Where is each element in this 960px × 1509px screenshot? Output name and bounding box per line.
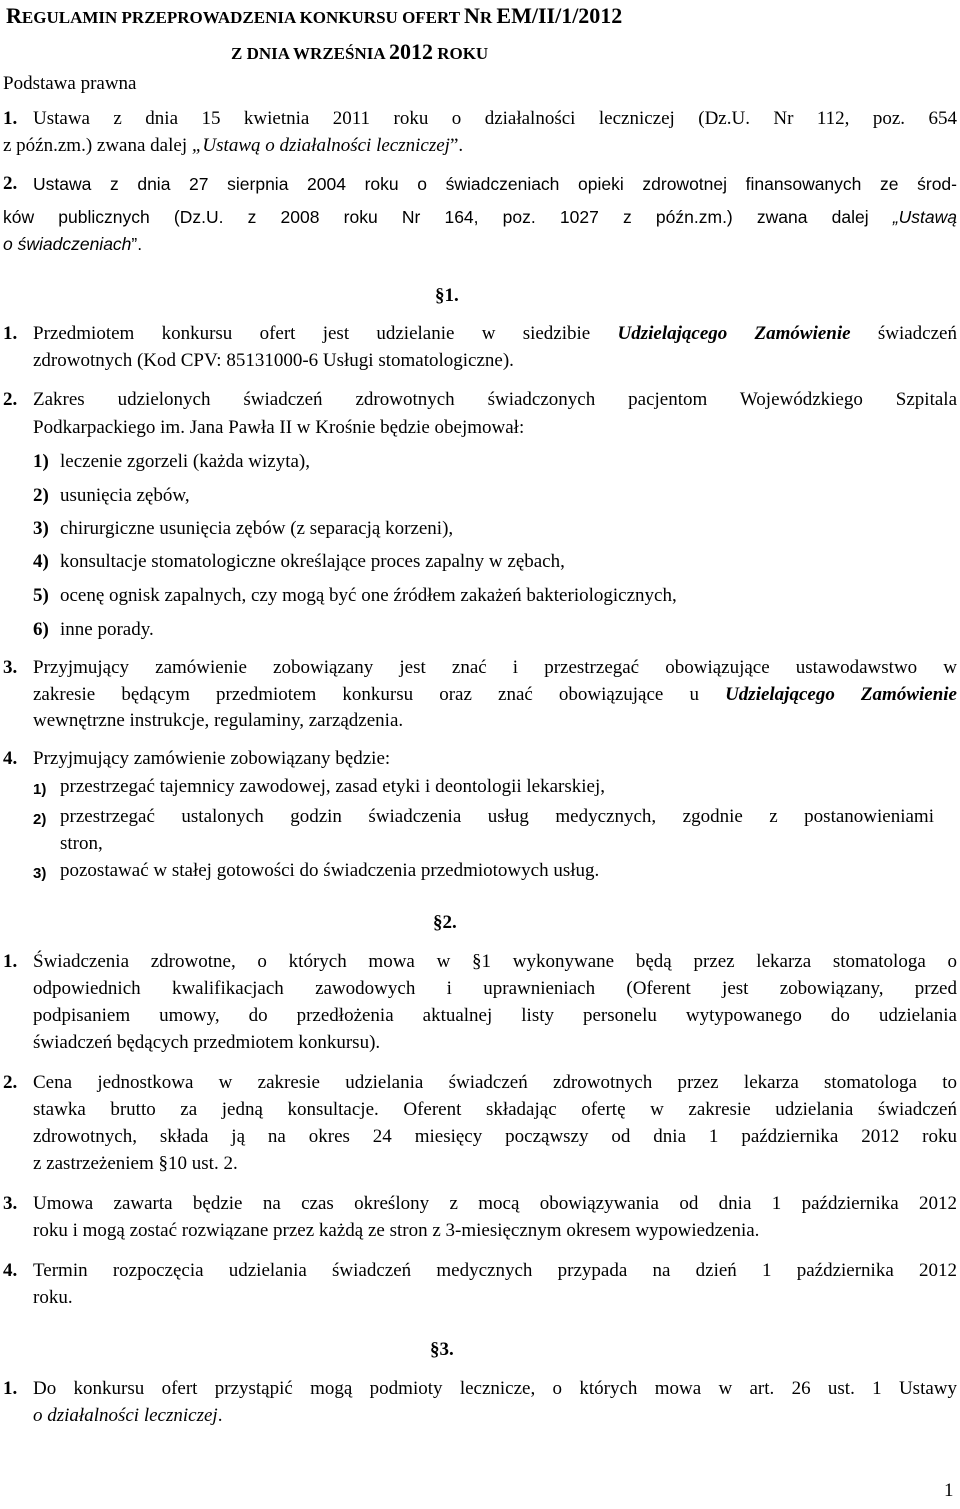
legal-basis-item-2-line-1: Ustawa z dnia 27 sierpnia 2004 roku o świadczeniach opieki zdrowotnej finansowanych ze środ- bbox=[33, 174, 957, 194]
legal-basis-item-1-line-1: Ustawa z dnia 15 kwietnia 2011 roku o działalności leczniczej (Dz.U. Nr 112, poz. 654 bbox=[33, 108, 957, 129]
s2-p2-line-4: z zastrzeżeniem §10 ust. 2. bbox=[33, 1153, 238, 1174]
s2-p4-number: 4. bbox=[3, 1260, 18, 1281]
s1-p4-item-1-text: przestrzegać tajemnicy zawodowej, zasad etyki i deontologii lekarskiej, bbox=[60, 776, 605, 797]
s1-p2-item-4-text: konsultacje stomatologiczne określające proces zapalny w zębach, bbox=[60, 551, 565, 572]
s1-p2-number: 2. bbox=[3, 389, 18, 410]
s3-p1-number: 1. bbox=[3, 1378, 18, 1399]
s2-p1-number: 1. bbox=[3, 951, 18, 972]
s1-p4-item-3-text: pozostawać w stałej gotowości do świadczenia przedmiotowych usług. bbox=[60, 860, 600, 881]
s2-p2-line-3: zdrowotnych, składa ją na okres 24 miesięcy począwszy od dnia 1 października 2012 roku bbox=[33, 1126, 957, 1147]
s1-p2-item-5-number: 5) bbox=[33, 585, 49, 606]
s2-p2-line-2: stawka brutto za jedną konsultacje. Oferent składając ofertę w zakresie udzielania świadczeń bbox=[33, 1099, 957, 1120]
s2-p2-number: 2. bbox=[3, 1072, 18, 1093]
s1-p4-item-1-number: 1) bbox=[33, 781, 47, 798]
s3-p1-line-1: Do konkursu ofert przystąpić mogą podmioty lecznicze, o których mowa w art. 26 ust. 1 Ustawy bbox=[33, 1378, 957, 1399]
legal-basis-item-2-line-3: o świadczeniach”. bbox=[3, 234, 143, 254]
s2-p1-line-2: odpowiednich kwalifikacjach zawodowych i uprawnieniach (Oferent jest zobowiązany, przed bbox=[33, 978, 957, 999]
section-2-heading: §2. bbox=[433, 912, 457, 933]
legal-basis-item-1-line-2: z późn.zm.) zwana dalej „Ustawą o działalności leczniczej”. bbox=[3, 135, 464, 156]
s1-p2-line-1: Zakres udzielonych świadczeń zdrowotnych świadczonych pacjentom Wojewódzkiego Szpitala bbox=[33, 389, 957, 410]
s1-p1-number: 1. bbox=[3, 323, 18, 344]
s1-p4-item-2-number: 2) bbox=[33, 811, 47, 828]
document-title-line-1: REGULAMIN PRZEPROWADZENIA KONKURSU OFERT NR EM/II/1/2012 bbox=[6, 3, 623, 28]
s2-p3-line-1: Umowa zawarta będzie na czas określony z mocą obowiązywania od dnia 1 października 2012 bbox=[33, 1193, 957, 1214]
s1-p4-line-1: Przyjmujący zamówienie zobowiązany będzie: bbox=[33, 748, 391, 769]
s1-p4-item-3-number: 3) bbox=[33, 865, 47, 882]
s1-p2-item-1-text: leczenie zgorzeli (każda wizyta), bbox=[60, 451, 311, 472]
s1-p1-line-1: Przedmiotem konkursu ofert jest udzielanie w siedzibie Udzielającego Zamówienie świadczeń bbox=[33, 323, 957, 344]
legal-basis-item-1-number: 1. bbox=[3, 108, 18, 129]
s2-p4-line-2: roku. bbox=[33, 1287, 73, 1308]
s2-p1-line-3: podpisaniem umowy, do przedłożenia aktualnej listy personelu wytypowanego do udzielania bbox=[33, 1005, 957, 1026]
s1-p2-item-6-text: inne porady. bbox=[60, 619, 154, 640]
legal-basis-heading: Podstawa prawna bbox=[3, 73, 137, 94]
page-number: 1 bbox=[944, 1480, 954, 1501]
s1-p2-item-6-number: 6) bbox=[33, 619, 49, 640]
s2-p3-number: 3. bbox=[3, 1193, 18, 1214]
s1-p2-line-2: Podkarpackiego im. Jana Pawła II w Krośnie będzie obejmował: bbox=[33, 417, 525, 438]
s1-p3-line-1: Przyjmujący zamówienie zobowiązany jest znać i przestrzegać obowiązujące ustawodawstwo w bbox=[33, 657, 957, 678]
s1-p4-item-2-continuation: stron, bbox=[60, 833, 103, 854]
s1-p3-line-3: wewnętrzne instrukcje, regulaminy, zarządzenia. bbox=[33, 710, 404, 731]
s1-p2-item-2-number: 2) bbox=[33, 485, 49, 506]
document-title-line-2: Z DNIA WRZEŚNIA 2012 ROKU bbox=[231, 39, 489, 64]
s1-p3-number: 3. bbox=[3, 657, 18, 678]
s1-p3-line-2: zakresie będącym przedmiotem konkursu oraz znać obowiązujące u Udzielającego Zamówienie bbox=[33, 684, 957, 705]
s2-p3-line-2: roku i mogą zostać rozwiązane przez każdą ze stron z 3-miesięcznym okresem wypowiedzenia. bbox=[33, 1220, 760, 1241]
s1-p2-item-1-number: 1) bbox=[33, 451, 49, 472]
s1-p1-line-2: zdrowotnych (Kod CPV: 85131000-6 Usługi stomatologiczne). bbox=[33, 350, 514, 371]
legal-basis-item-2-number: 2. bbox=[3, 173, 18, 194]
s1-p2-item-4-number: 4) bbox=[33, 551, 49, 572]
s2-p1-line-4: świadczeń będących przedmiotem konkursu). bbox=[33, 1032, 381, 1053]
s2-p4-line-1: Termin rozpoczęcia udzielania świadczeń medycznych przypada na dzień 1 października 2012 bbox=[33, 1260, 957, 1281]
section-3-heading: §3. bbox=[430, 1339, 454, 1360]
legal-basis-item-2-line-2: ków publicznych (Dz.U. z 2008 roku Nr 164, poz. 1027 z późn.zm.) zwana dalej „Ustawą bbox=[3, 207, 957, 227]
section-1-heading: §1. bbox=[435, 285, 459, 306]
s2-p1-line-1: Świadczenia zdrowotne, o których mowa w §1 wykonywane będą przez lekarza stomatologa o bbox=[33, 951, 957, 972]
s2-p2-line-1: Cena jednostkowa w zakresie udzielania świadczeń zdrowotnych przez lekarza stomatologa to bbox=[33, 1072, 957, 1093]
s1-p4-number: 4. bbox=[3, 748, 18, 769]
s1-p2-item-2-text: usunięcia zębów, bbox=[60, 485, 190, 506]
s1-p2-item-3-number: 3) bbox=[33, 518, 49, 539]
s1-p4-item-2-text: przestrzegać ustalonych godzin świadczenia usług medycznych, zgodnie z postanowieniami bbox=[60, 806, 934, 827]
s1-p2-item-3-text: chirurgiczne usunięcia zębów (z separacją korzeni), bbox=[60, 518, 454, 539]
s1-p2-item-5-text: ocenę ognisk zapalnych, czy mogą być one źródłem zakażeń bakteriologicznych, bbox=[60, 585, 677, 606]
s3-p1-line-2: o działalności leczniczej. bbox=[33, 1405, 223, 1426]
